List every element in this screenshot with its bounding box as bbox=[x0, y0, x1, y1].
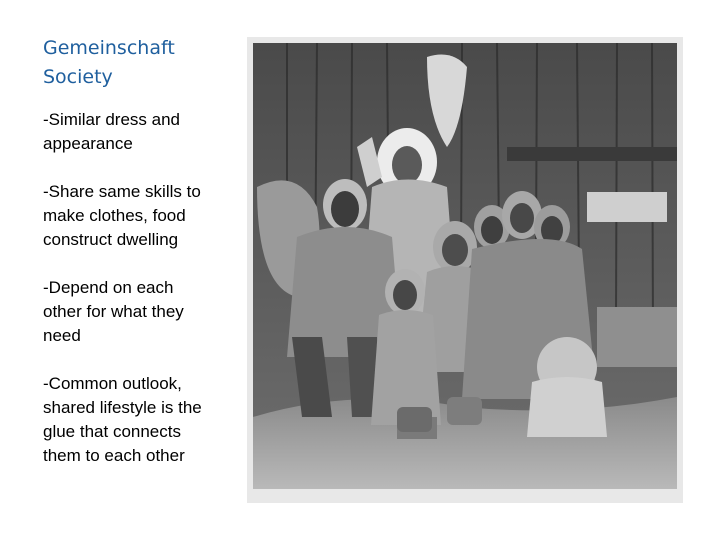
bullet-line: -Share same skills to bbox=[43, 182, 201, 201]
bullet-line: them to each other bbox=[43, 446, 185, 465]
slide-title bbox=[43, 34, 233, 92]
bullet-line: appearance bbox=[43, 134, 133, 153]
bullet-item bbox=[43, 372, 243, 468]
bullet-item bbox=[43, 180, 243, 252]
bullet-line: other for what they bbox=[43, 302, 184, 321]
family-group-photo-icon bbox=[247, 37, 683, 503]
bullet-list bbox=[43, 108, 243, 492]
bullet-line: -Common outlook, bbox=[43, 374, 182, 393]
bullet-line: make clothes, food bbox=[43, 206, 186, 225]
bullet-line: construct dwelling bbox=[43, 230, 179, 249]
bullet-item bbox=[43, 108, 243, 156]
bullet-line: shared lifestyle is the bbox=[43, 398, 202, 417]
bullet-line: glue that connects bbox=[43, 422, 181, 441]
bullet-line: need bbox=[43, 326, 81, 345]
title-line-2: Society bbox=[43, 66, 113, 88]
family-group-photo bbox=[247, 37, 683, 503]
title-line-1: Gemeinschaft bbox=[43, 37, 175, 59]
bullet-item bbox=[43, 276, 243, 348]
bullet-line: -Similar dress and bbox=[43, 110, 180, 129]
bullet-line: -Depend on each bbox=[43, 278, 174, 297]
